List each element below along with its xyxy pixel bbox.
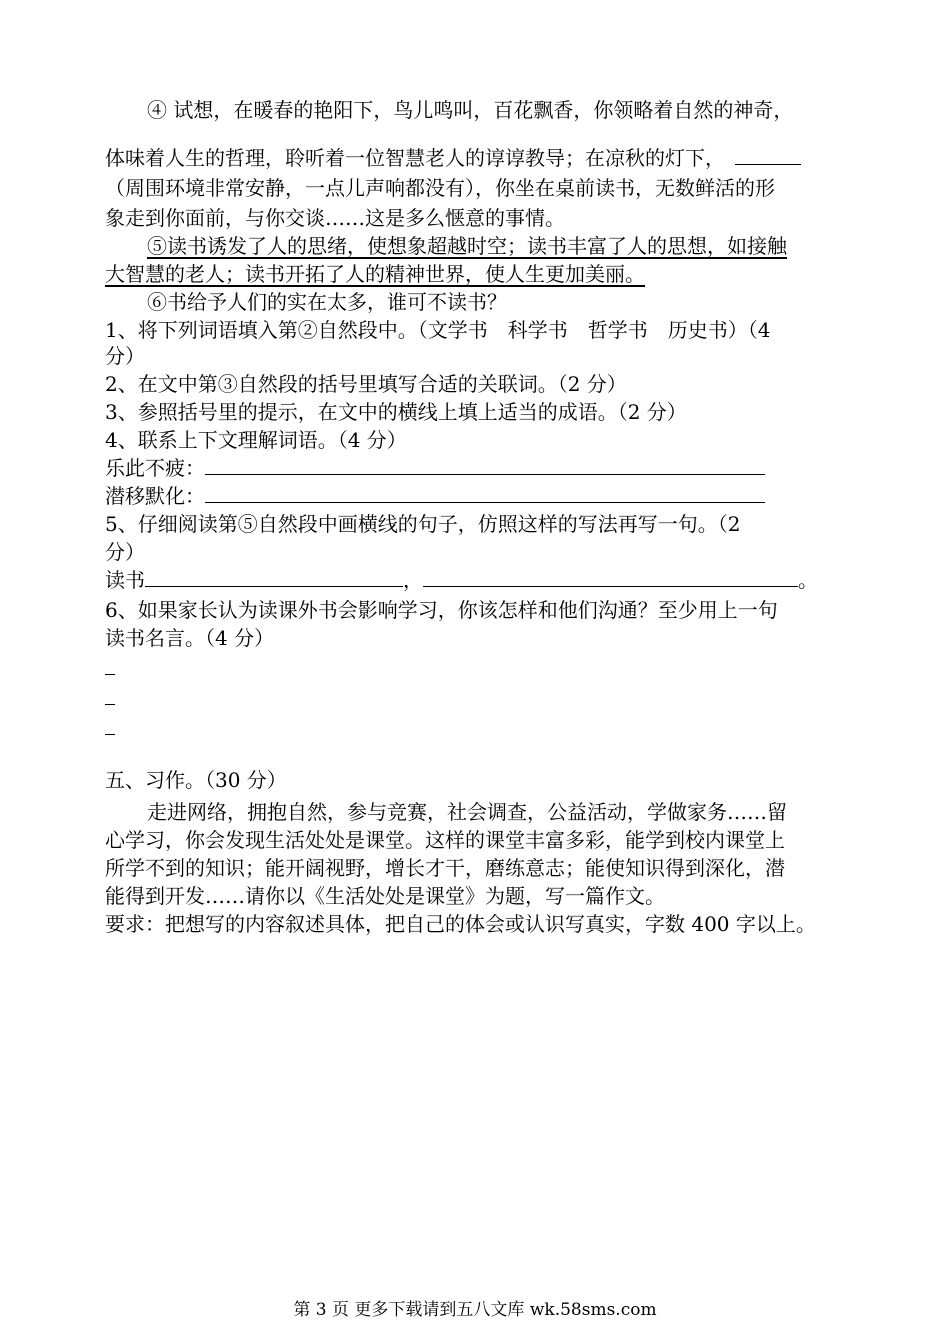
- passage-p4-line1: ④ 试想，在暖春的艳阳下，鸟儿鸣叫，百花飘香，你领略着自然的神奇，: [147, 98, 794, 122]
- question-6-line1: 6、如果家长认为读课外书会影响学习，你该怎样和他们沟通？至少用上一句: [105, 598, 778, 622]
- question-6-line2: 读书名言。（4 分）: [105, 626, 275, 650]
- passage-p5-line1: ⑤读书诱发了人的思绪，使想象超越时空；读书丰富了人的思想，如接触: [147, 234, 787, 258]
- question-4: 4、联系上下文理解词语。（4 分）: [105, 428, 407, 452]
- question-3: 3、参照括号里的提示，在文中的横线上填上适当的成语。（2 分）: [105, 400, 687, 424]
- composition-line2: 心学习，你会发现生活处处是课堂。这样的课堂丰富多彩，能学到校内课堂上: [105, 828, 785, 852]
- composition-title: 五、习作。（30 分）: [105, 768, 287, 792]
- question-4-term-b: [105, 482, 765, 510]
- passage-p4-line3: （周围环境非常安静，一点儿声响都没有），你坐在桌前读书，无数鲜活的形: [105, 176, 775, 200]
- passage-p4-line2-text: 体味着人生的哲理，聆听着一位智慧老人的谆谆教导；在凉秋的灯下，: [105, 146, 725, 170]
- question-4-term-a-label: 乐此不疲：: [105, 456, 205, 480]
- question-4-answer-a-blank[interactable]: [205, 454, 765, 475]
- question-5-end: 。: [798, 568, 818, 592]
- page-footer: 第 3 页 更多下载请到五八文库 wk.58sms.com: [293, 1300, 657, 1320]
- answer-line-1[interactable]: [105, 654, 115, 682]
- answer-line-3[interactable]: [105, 714, 115, 742]
- question-4-term-a: [105, 454, 765, 482]
- question-5-line2: 分）: [105, 540, 145, 564]
- question-5-line1: 5、仔细阅读第⑤自然段中画横线的句子，仿照这样的写法再写一句。（2: [105, 512, 741, 536]
- question-5-blank-2[interactable]: [423, 566, 798, 587]
- composition-line1: 走进网络，拥抱自然，参与竞赛，社会调查，公益活动，学做家务……留: [147, 800, 787, 824]
- question-4-term-b-label: 潜移默化：: [105, 484, 205, 508]
- question-1-line2: 分）: [105, 344, 145, 368]
- question-5-blank-1[interactable]: [145, 566, 403, 587]
- idiom-blank[interactable]: [735, 144, 801, 165]
- passage-p4-line2: [105, 144, 801, 172]
- question-5-answer: [105, 566, 818, 594]
- question-4-answer-b-blank[interactable]: [205, 482, 765, 503]
- answer-line-2[interactable]: [105, 684, 115, 712]
- question-1-line1: 1、将下列词语填入第②自然段中。（文学书 科学书 哲学书 历史书）（4: [105, 318, 771, 342]
- passage-p5-line2: 大智慧的老人；读书开拓了人的精神世界，使人生更加美丽。: [105, 262, 645, 286]
- question-5-prefix: 读书: [105, 568, 145, 592]
- question-2: 2、在文中第③自然段的括号里填写合适的关联词。（2 分）: [105, 372, 627, 396]
- composition-line3: 所学不到的知识；能开阔视野，增长才干，磨练意志；能使知识得到深化，潜: [105, 856, 785, 880]
- passage-p6: ⑥书给予人们的实在太多，谁可不读书？: [147, 290, 507, 314]
- composition-line4: 能得到开发……请你以《生活处处是课堂》为题，写一篇作文。: [105, 884, 665, 908]
- composition-requirement: 要求：把想写的内容叙述具体，把自己的体会或认识写真实，字数 400 字以上。: [105, 912, 816, 936]
- question-5-comma: ，: [403, 568, 423, 592]
- passage-p4-line4: 象走到你面前，与你交谈……这是多么惬意的事情。: [105, 206, 565, 230]
